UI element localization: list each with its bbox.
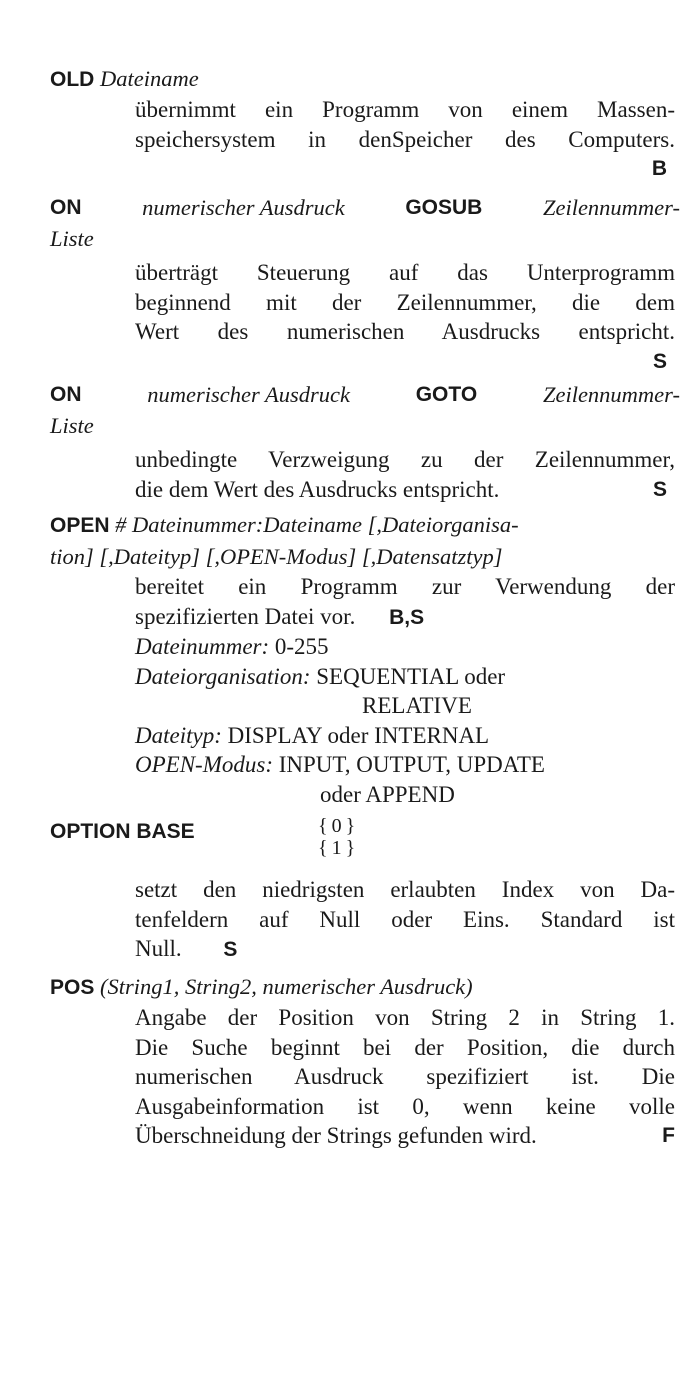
- description-line: speichersystem in denSpeicher des Computers.: [135, 126, 675, 152]
- description-line: Wert des numerischen Ausdrucks entspricht.: [135, 319, 675, 344]
- entry-description: [135, 258, 675, 376]
- entry-description: [135, 572, 675, 809]
- category-flag: B,S: [389, 605, 425, 629]
- option-value: DISPLAY oder INTERNAL: [227, 722, 490, 748]
- entry-description: [135, 95, 675, 183]
- option-dateityp: [135, 721, 675, 751]
- parameter: Dateiname: [99, 66, 199, 91]
- entry-open: [50, 509, 680, 809]
- description-text: Überschneidung der Strings gefunden wird.: [135, 1123, 537, 1148]
- category-flag: F: [662, 1124, 675, 1147]
- description-line: übernimmt ein Programm von einem Massen-: [135, 97, 675, 122]
- parameter: numerischer Ausdruck: [142, 195, 345, 220]
- description-line: beginnend mit der Zeilennummer, die dem: [135, 289, 675, 315]
- description-text: die dem Wert des Ausdrucks entspricht.: [135, 476, 500, 502]
- category-flag: S: [223, 938, 238, 961]
- entry-heading: [50, 815, 680, 871]
- choice-value: 0: [331, 815, 342, 837]
- parameter: Zeilennummer-: [542, 195, 680, 220]
- entry-heading: [50, 509, 680, 541]
- entry-old: [50, 63, 680, 183]
- choice-value: 1: [331, 837, 342, 859]
- description-line: überträgt Steuerung auf das Unterprogramm: [135, 260, 675, 285]
- parameter: Zeilennummer-: [542, 382, 680, 407]
- option-open-modus: [135, 750, 675, 780]
- keyword: OPEN: [50, 514, 110, 537]
- description-line: [135, 1121, 675, 1151]
- option-label: OPEN-Modus:: [135, 752, 273, 777]
- entry-heading: [50, 379, 680, 410]
- entry-option-base: [50, 815, 680, 965]
- parameter: (String1, String2, numerischer Ausdruck): [99, 974, 473, 999]
- description-text: Null.: [135, 936, 182, 961]
- parameter: Liste: [50, 226, 94, 251]
- entry-on-gosub: [50, 192, 680, 376]
- category-flag: B: [651, 157, 667, 180]
- description-line: Die Suche beginnt bei der Position, die durch: [135, 1034, 675, 1060]
- description-line: [135, 934, 675, 965]
- entry-description: [135, 445, 675, 504]
- keyword: ON: [50, 196, 82, 219]
- entry-description: [135, 1003, 675, 1151]
- description-line: setzt den niedrigsten erlaubten Index von Da-: [135, 877, 675, 902]
- option-value: RELATIVE: [362, 693, 472, 718]
- description-line: [135, 602, 675, 633]
- description-line: unbedingte Verzweigung zu der Zeilennummer,: [135, 447, 675, 472]
- keyword: OLD: [50, 68, 95, 91]
- keyword: POS: [50, 976, 95, 999]
- option-dateinummer: [135, 632, 675, 662]
- description-line: tenfeldern auf Null oder Eins. Standard ist: [135, 906, 675, 932]
- keyword: OPTION BASE: [50, 820, 195, 843]
- parameter: Liste: [50, 413, 94, 438]
- parameter: # Dateinummer:Dateiname [,Dateiorganisa-: [115, 512, 519, 537]
- description-line: bereitet ein Programm zur Verwendung der: [135, 574, 675, 599]
- entry-heading: [50, 971, 680, 1003]
- category-flag: S: [652, 349, 667, 373]
- keyword: ON: [50, 383, 82, 406]
- description-line: [135, 475, 675, 505]
- entry-on-goto: [50, 379, 680, 504]
- option-label: Dateityp:: [135, 722, 222, 748]
- option-label: Dateiorganisation:: [135, 663, 311, 689]
- category-flag: S: [652, 477, 667, 501]
- keyword: GOSUB: [405, 196, 483, 219]
- entry-heading: [50, 63, 680, 95]
- option-dateiorganisation: [135, 662, 675, 692]
- option-value: oder APPEND: [320, 781, 455, 807]
- keyword: GOTO: [415, 383, 478, 406]
- parameter: tion] [,Dateityp] [,OPEN-Modus] [,Datensatztyp]: [50, 544, 503, 569]
- entry-pos: [50, 971, 680, 1151]
- option-value: SEQUENTIAL oder: [316, 663, 506, 689]
- entry-heading: [50, 192, 680, 223]
- option-label: Dateinummer:: [135, 634, 270, 659]
- choice-brace: { 0 } { 1 }: [318, 815, 356, 859]
- description-line: numerischen Ausdruck spezifiziert ist. Die: [135, 1064, 675, 1089]
- parameter: numerischer Ausdruck: [147, 382, 350, 407]
- option-value: 0-255: [274, 634, 329, 659]
- description-text: spezifizierten Datei vor.: [135, 603, 356, 629]
- option-value: INPUT, OUTPUT, UPDATE: [278, 752, 545, 777]
- description-line: Ausgabeinformation ist 0, wenn keine volle: [135, 1093, 675, 1119]
- description-line: Angabe der Position von String 2 in String 1.: [135, 1005, 675, 1030]
- entry-description: [135, 875, 675, 965]
